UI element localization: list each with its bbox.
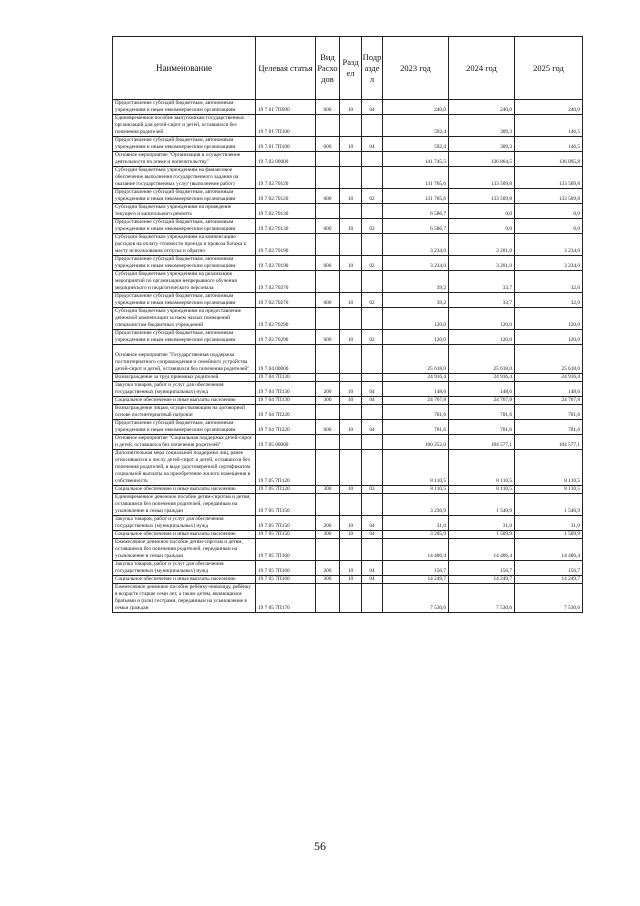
row-expense-type: 600 xyxy=(316,330,340,345)
row-amount-2023: 3 234,0 xyxy=(383,234,449,256)
row-amount-2024: 701,6 xyxy=(449,405,515,420)
row-amount-2024: 7 530,6 xyxy=(449,584,515,613)
table-row xyxy=(113,405,583,420)
row-amount-2024: 148,6 xyxy=(449,382,515,397)
row-target-article: 19 7.02.70190 xyxy=(256,256,316,271)
row-amount-2023: 6 586,7 xyxy=(383,219,449,234)
row-subsection xyxy=(362,167,383,189)
row-amount-2025: 3 234,0 xyxy=(515,256,583,271)
row-section: 10 xyxy=(340,293,362,308)
row-amount-2024: 701,6 xyxy=(449,420,515,435)
row-amount-2024: 24 767,8 xyxy=(449,397,515,405)
row-section xyxy=(340,234,362,256)
row-subsection: 04 xyxy=(362,420,383,435)
row-subsection: 04 xyxy=(362,516,383,531)
row-amount-2024: 8 110,5 xyxy=(449,450,515,486)
table-row xyxy=(113,308,583,330)
row-amount-2024: 3 201,0 xyxy=(449,234,515,256)
row-target-article: 19 7.02.70190 xyxy=(256,234,316,256)
row-subsection xyxy=(362,271,383,293)
row-amount-2023: 39,2 xyxy=(383,293,449,308)
row-name: Социальное обеспечение и иные выплаты населению xyxy=(113,397,256,405)
row-subsection: 04 xyxy=(362,397,383,405)
row-target-article: 19 7.02.70270 xyxy=(256,293,316,308)
table-row xyxy=(113,435,583,450)
row-section: 10 xyxy=(340,397,362,405)
row-subsection: 04 xyxy=(362,531,383,539)
row-amount-2025: 31,0 xyxy=(515,516,583,531)
row-name: Субсидии бюджетным учреждениям на реализацию мероприятий по организации непрерывного обучения медицинского и педагогического персонала xyxy=(113,271,256,293)
row-amount-2024: 24 916,4 xyxy=(449,374,515,382)
row-target-article: 19 7 05 7П170 xyxy=(256,584,316,613)
row-amount-2025: 146,5 xyxy=(515,137,583,152)
row-amount-2025: 8 110,5 xyxy=(515,486,583,494)
row-section xyxy=(340,374,362,382)
row-amount-2024: 8 110,5 xyxy=(449,486,515,494)
row-subsection: 02 xyxy=(362,189,383,204)
row-name: Субсидии бюджетным учреждениям на компенсацию расходов на оплату стоимости проезда и провоза багажа к месту использования отпуска и обратно xyxy=(113,234,256,256)
row-amount-2024: 136 864,5 xyxy=(449,152,515,167)
row-section xyxy=(340,539,362,561)
row-name: Субсидии бюджетным учреждениям на проведение текущего и капитального ремонта xyxy=(113,204,256,219)
table-row xyxy=(113,494,583,516)
row-amount-2025: 24 916,4 xyxy=(515,374,583,382)
row-amount-2023: 131 765,6 xyxy=(383,189,449,204)
row-amount-2024: 156,7 xyxy=(449,561,515,576)
row-expense-type: 600 xyxy=(316,256,340,271)
row-target-article: 19 7.04.00000 xyxy=(256,345,316,374)
row-target-article: 19 7 04 7П220 xyxy=(256,405,316,420)
row-expense-type: 200 xyxy=(316,561,340,576)
row-target-article: 19 7 05 7П150 xyxy=(256,531,316,539)
row-expense-type: 200 xyxy=(316,382,340,397)
row-target-article: 19 7.02.70290 xyxy=(256,330,316,345)
row-section xyxy=(340,204,362,219)
row-name: Социальное обеспечение и иные выплаты населению xyxy=(113,486,256,494)
row-section: 10 xyxy=(340,137,362,152)
row-name: Предоставление субсидий бюджетным, автономным учреждениям и иным некоммерческим организациям xyxy=(113,420,256,435)
header-subsection: Подр азде л xyxy=(362,37,383,100)
row-amount-2024: 31,0 xyxy=(449,516,515,531)
row-section xyxy=(340,435,362,450)
row-expense-type xyxy=(316,405,340,420)
row-amount-2025: 7 530,6 xyxy=(515,584,583,613)
row-amount-2023: 148,6 xyxy=(383,382,449,397)
row-amount-2023: 592,4 xyxy=(383,137,449,152)
row-amount-2023: 131 765,6 xyxy=(383,167,449,189)
page-number: 56 xyxy=(314,839,326,853)
row-name: Вознаграждение лицам, осуществляющим на договорной основе постинтернатный патронат xyxy=(113,405,256,420)
row-amount-2024: 104 577,1 xyxy=(449,435,515,450)
row-subsection: 04 xyxy=(362,561,383,576)
row-expense-type xyxy=(316,271,340,293)
row-target-article: 19 7.02.70120 xyxy=(256,167,316,189)
row-amount-2025: 25 618,0 xyxy=(515,345,583,374)
table-row xyxy=(113,330,583,345)
row-expense-type: 300 xyxy=(316,576,340,584)
row-amount-2025: 148,6 xyxy=(515,382,583,397)
budget-table xyxy=(112,36,583,613)
table-row xyxy=(113,561,583,576)
row-amount-2023: 6 586,7 xyxy=(383,204,449,219)
row-amount-2023: 120,0 xyxy=(383,308,449,330)
row-section xyxy=(340,152,362,167)
row-target-article: 19 7 05 7П160 xyxy=(256,576,316,584)
table-row xyxy=(113,576,583,584)
row-target-article: 19 7 04 7П130 xyxy=(256,374,316,382)
row-expense-type xyxy=(316,345,340,374)
row-amount-2024: 33,7 xyxy=(449,293,515,308)
row-target-article: 19 7 04 7П130 xyxy=(256,382,316,397)
row-amount-2025: 136 895,8 xyxy=(515,152,583,167)
row-name: Предоставление субсидий бюджетным, автономным учреждениям и иным некоммерческим организациям xyxy=(113,137,256,152)
row-amount-2025: 3 234,0 xyxy=(515,234,583,256)
row-target-article: 19 7 01 7П090 xyxy=(256,100,316,115)
row-subsection xyxy=(362,308,383,330)
row-amount-2024: 240,0 xyxy=(449,100,515,115)
row-subsection: 02 xyxy=(362,330,383,345)
row-name: Единовременное денежное пособие детям-сиротам и детям, оставшимся без попечения родителей, переданным на усыновление в семьи граждан xyxy=(113,494,256,516)
row-expense-type: 600 xyxy=(316,420,340,435)
row-name: Основное мероприятие "Организация и осуществление деятельности по опеке и попечительству" xyxy=(113,152,256,167)
row-target-article: 19 7.02.70290 xyxy=(256,308,316,330)
row-target-article: 19 7 04 7П220 xyxy=(256,420,316,435)
row-expense-type: 600 xyxy=(316,137,340,152)
row-section xyxy=(340,345,362,374)
row-subsection xyxy=(362,405,383,420)
row-section: 10 xyxy=(340,561,362,576)
row-section: 10 xyxy=(340,576,362,584)
row-amount-2023: 120,0 xyxy=(383,330,449,345)
row-name: Закупка товаров, работ и услуг для обеспечения государственных (муниципальных) нужд xyxy=(113,561,256,576)
row-name: Предоставление субсидий бюджетным, автономным учреждениям и иным некоммерческим организациям xyxy=(113,256,256,271)
table-row xyxy=(113,531,583,539)
row-amount-2023: 701,6 xyxy=(383,420,449,435)
row-amount-2023: 3 236,9 xyxy=(383,494,449,516)
row-section: 10 xyxy=(340,420,362,435)
row-name: Предоставление субсидий бюджетным, автономным учреждениям и иным некоммерческим организациям xyxy=(113,330,256,345)
table-row xyxy=(113,450,583,486)
table-row xyxy=(113,271,583,293)
row-target-article: 19 7.05 00000 xyxy=(256,435,316,450)
row-amount-2023: 240,0 xyxy=(383,100,449,115)
row-amount-2025: 146,5 xyxy=(515,115,583,137)
table-row xyxy=(113,293,583,308)
row-amount-2025: 24 767,8 xyxy=(515,397,583,405)
row-expense-type: 300 xyxy=(316,397,340,405)
row-subsection xyxy=(362,494,383,516)
row-expense-type: 300 xyxy=(316,486,340,494)
row-section: 10 xyxy=(340,219,362,234)
row-amount-2025: 701,6 xyxy=(515,420,583,435)
row-subsection xyxy=(362,152,383,167)
row-expense-type xyxy=(316,584,340,613)
row-amount-2024: 1 540,9 xyxy=(449,494,515,516)
row-amount-2025: 156,7 xyxy=(515,561,583,576)
row-amount-2025: 32,0 xyxy=(515,271,583,293)
row-expense-type xyxy=(316,450,340,486)
row-subsection xyxy=(362,584,383,613)
table-row xyxy=(113,152,583,167)
row-amount-2023: 7 530,6 xyxy=(383,584,449,613)
row-expense-type xyxy=(316,435,340,450)
row-expense-type: 200 xyxy=(316,516,340,531)
row-amount-2025: 8 110,5 xyxy=(515,450,583,486)
row-amount-2024: 14 249,7 xyxy=(449,576,515,584)
row-amount-2024: 0,0 xyxy=(449,219,515,234)
row-expense-type: 300 xyxy=(316,531,340,539)
row-target-article: 19 7.02.70130 xyxy=(256,219,316,234)
row-subsection: 04 xyxy=(362,576,383,584)
row-subsection xyxy=(362,435,383,450)
row-target-article: 19 7 05 7П160 xyxy=(256,539,316,561)
row-amount-2025: 133 509,8 xyxy=(515,167,583,189)
row-target-article: 19 7.02.70120 xyxy=(256,189,316,204)
row-target-article: 19 7 04 7П130 xyxy=(256,397,316,405)
row-amount-2025: 133 509,8 xyxy=(515,189,583,204)
row-name: Основное мероприятие "Социальная поддержка детей-сирот и детей, оставшихся без попечения родителей" xyxy=(113,435,256,450)
row-target-article: 19 7 05 7П160 xyxy=(256,561,316,576)
row-name: Вознаграждение за труд приемных родителей xyxy=(113,374,256,382)
row-expense-type xyxy=(316,308,340,330)
row-target-article: 19 7 05 7П120 xyxy=(256,486,316,494)
row-amount-2025: 14 249,7 xyxy=(515,576,583,584)
row-subsection: 02 xyxy=(362,256,383,271)
row-amount-2025: 120,0 xyxy=(515,308,583,330)
row-subsection xyxy=(362,374,383,382)
row-amount-2023: 25 618,0 xyxy=(383,345,449,374)
row-target-article: 19 7.05 7П120 xyxy=(256,450,316,486)
row-section xyxy=(340,584,362,613)
row-amount-2024: 25 618,0 xyxy=(449,345,515,374)
row-amount-2024: 120,0 xyxy=(449,308,515,330)
row-expense-type xyxy=(316,234,340,256)
row-name: Основное мероприятие "Государственная поддержка постинтернатного сопровождения и семейного устройства детей-сирот и детей, оставшихся без попечения родителей" xyxy=(113,345,256,374)
row-amount-2023: 701,6 xyxy=(383,405,449,420)
row-name: Социальное обеспечение и иные выплаты населению xyxy=(113,531,256,539)
row-amount-2024: 133 509,8 xyxy=(449,167,515,189)
row-name: Предоставление субсидий бюджетным, автономным учреждениям и иным некоммерческим организациям xyxy=(113,100,256,115)
row-target-article: 19 7.02.70130 xyxy=(256,204,316,219)
table-row xyxy=(113,516,583,531)
row-amount-2024: 33,7 xyxy=(449,271,515,293)
row-name: Предоставление субсидий бюджетным, автономным учреждениям и иным некоммерческим организациям xyxy=(113,189,256,204)
row-name: Предоставление субсидий бюджетным, автономным учреждениям и иным некоммерческим организациям xyxy=(113,293,256,308)
row-amount-2023: 39,2 xyxy=(383,271,449,293)
row-target-article: 19 7 01 7П100 xyxy=(256,115,316,137)
header-year-2024: 2024 год xyxy=(449,37,515,100)
row-section xyxy=(340,271,362,293)
row-subsection: 02 xyxy=(362,219,383,234)
row-name: Дополнительная мера социальной поддержки лиц, ранее относившихся к числу детей-сирот и детей, оставшихся без попечения родителей, в виде удостоверенной сертификатом социальной выплаты на приобретение жилого помещения в собственность xyxy=(113,450,256,486)
row-section: 10 xyxy=(340,100,362,115)
row-subsection xyxy=(362,345,383,374)
row-amount-2024: 0,0 xyxy=(449,204,515,219)
row-name: Закупка товаров, работ и услуг для обеспечения государственных (муниципальных) нужд xyxy=(113,516,256,531)
table-row xyxy=(113,539,583,561)
row-amount-2025: 120,0 xyxy=(515,330,583,345)
table-row xyxy=(113,374,583,382)
row-amount-2024: 3 201,0 xyxy=(449,256,515,271)
row-amount-2023: 24 767,8 xyxy=(383,397,449,405)
row-amount-2023: 8 110,5 xyxy=(383,486,449,494)
row-target-article: 19 7.01 7П100 xyxy=(256,137,316,152)
table-row xyxy=(113,167,583,189)
row-amount-2025: 0,0 xyxy=(515,219,583,234)
header-name: Наименование xyxy=(113,37,256,100)
row-target-article: 19 7 05 7П150 xyxy=(256,494,316,516)
row-amount-2025: 240,0 xyxy=(515,100,583,115)
row-subsection: 04 xyxy=(362,382,383,397)
row-expense-type xyxy=(316,167,340,189)
row-section: 10 xyxy=(340,486,362,494)
row-section xyxy=(340,405,362,420)
row-amount-2024: 309,3 xyxy=(449,137,515,152)
row-amount-2025: 14 406,4 xyxy=(515,539,583,561)
table-body xyxy=(113,100,583,613)
table-row xyxy=(113,189,583,204)
table-row xyxy=(113,137,583,152)
row-section xyxy=(340,494,362,516)
row-section: 10 xyxy=(340,516,362,531)
table-row xyxy=(113,219,583,234)
row-expense-type xyxy=(316,152,340,167)
header-year-2025: 2025 год xyxy=(515,37,583,100)
row-amount-2023: 24 916,4 xyxy=(383,374,449,382)
table-header-row xyxy=(113,37,583,100)
table-row xyxy=(113,100,583,115)
row-name: Предоставление субсидий бюджетным, автономным учреждениям и иным некоммерческим организациям xyxy=(113,219,256,234)
row-subsection: 02 xyxy=(362,293,383,308)
row-expense-type: 600 xyxy=(316,293,340,308)
row-subsection xyxy=(362,204,383,219)
row-section: 10 xyxy=(340,330,362,345)
row-target-article: 19 7.02.70270 xyxy=(256,271,316,293)
row-name: Ежемесячное денежное пособие детям-сиротам и детям, оставшимся без попечения родителей, переданным на усыновление в семьи граждан xyxy=(113,539,256,561)
table-row xyxy=(113,397,583,405)
row-subsection xyxy=(362,234,383,256)
row-section xyxy=(340,308,362,330)
row-amount-2023: 156,7 xyxy=(383,561,449,576)
row-expense-type xyxy=(316,494,340,516)
row-subsection: 03 xyxy=(362,486,383,494)
row-section: 10 xyxy=(340,189,362,204)
row-amount-2025: 701,6 xyxy=(515,405,583,420)
table-row xyxy=(113,115,583,137)
header-expense-type: Вид Расхо дов xyxy=(316,37,340,100)
row-expense-type xyxy=(316,204,340,219)
row-name: Ежемесячное денежное пособие ребёнку-инвалиду, ребёнку в возрасте старше семи лет, а также детям, являющимся братьями и (или) сестрами, переданным на усыновление в семьи граждан xyxy=(113,584,256,613)
row-amount-2023: 3 205,9 xyxy=(383,531,449,539)
row-amount-2025: 1 540,9 xyxy=(515,494,583,516)
row-name: Субсидии бюджетным учреждениям на финансовое обеспечение выполнения государственного задания на оказание государственных услуг (выполнение работ) xyxy=(113,167,256,189)
row-amount-2025: 104 577,1 xyxy=(515,435,583,450)
row-amount-2023: 31,0 xyxy=(383,516,449,531)
row-amount-2024: 120,0 xyxy=(449,330,515,345)
row-expense-type: 600 xyxy=(316,189,340,204)
row-name: Единовременное пособие выпускникам государственных организаций для детей-сирот и детей, оставшихся без попечения родителей xyxy=(113,115,256,137)
row-section xyxy=(340,115,362,137)
header-year-2023: 2023 год xyxy=(383,37,449,100)
row-amount-2024: 14 406,4 xyxy=(449,539,515,561)
row-subsection: 04 xyxy=(362,100,383,115)
table-row xyxy=(113,234,583,256)
table-row xyxy=(113,256,583,271)
table-row xyxy=(113,420,583,435)
row-amount-2024: 1 509,9 xyxy=(449,531,515,539)
table-row xyxy=(113,382,583,397)
row-amount-2023: 3 234,0 xyxy=(383,256,449,271)
row-name: Субсидии бюджетным учреждениям на предоставление денежной компенсации за наем жилых помещений специалистам бюджетных учреждений xyxy=(113,308,256,330)
row-section xyxy=(340,167,362,189)
row-target-article: 19 7.02.00000 xyxy=(256,152,316,167)
header-target-article: Целевая статья xyxy=(256,37,316,100)
row-amount-2025: 1 509,9 xyxy=(515,531,583,539)
table-row xyxy=(113,204,583,219)
row-name: Социальное обеспечение и иные выплаты населению xyxy=(113,576,256,584)
table-row xyxy=(113,486,583,494)
row-expense-type xyxy=(316,374,340,382)
row-amount-2023: 14 406,4 xyxy=(383,539,449,561)
row-amount-2023: 14 249,7 xyxy=(383,576,449,584)
row-subsection: 04 xyxy=(362,137,383,152)
row-expense-type xyxy=(316,115,340,137)
row-amount-2024: 309,3 xyxy=(449,115,515,137)
row-amount-2023: 592,4 xyxy=(383,115,449,137)
row-amount-2023: 141 745,5 xyxy=(383,152,449,167)
row-section: 10 xyxy=(340,382,362,397)
row-amount-2024: 133 509,8 xyxy=(449,189,515,204)
row-target-article: 19 7.05 7П150 xyxy=(256,516,316,531)
table-row xyxy=(113,345,583,374)
row-expense-type: 600 xyxy=(316,100,340,115)
row-expense-type: 600 xyxy=(316,219,340,234)
row-amount-2025: 0,0 xyxy=(515,204,583,219)
row-amount-2025: 32,0 xyxy=(515,293,583,308)
row-amount-2023: 100 252,0 xyxy=(383,435,449,450)
row-section: 10 xyxy=(340,256,362,271)
row-subsection xyxy=(362,450,383,486)
row-amount-2023: 8 110,5 xyxy=(383,450,449,486)
row-subsection xyxy=(362,539,383,561)
row-expense-type xyxy=(316,539,340,561)
row-section xyxy=(340,450,362,486)
row-subsection xyxy=(362,115,383,137)
header-section: Разд ел xyxy=(340,37,362,100)
row-section: 10 xyxy=(340,531,362,539)
row-name: Закупка товаров, работ и услуг для обеспечения государственных (муниципальных) нужд xyxy=(113,382,256,397)
table-row xyxy=(113,584,583,613)
